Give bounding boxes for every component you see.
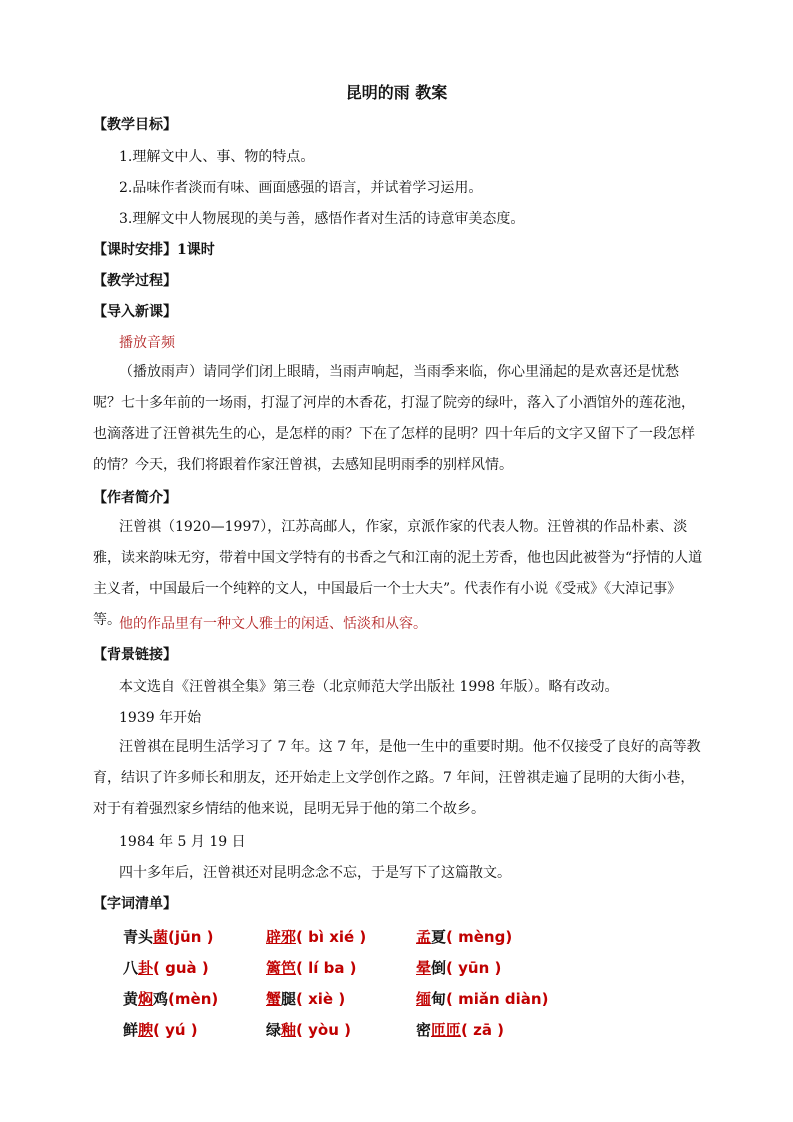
source-note: 本文选自《汪曾祺全集》第三卷（北京师范大学出版社 1998 年版）。略有改动。	[119, 679, 619, 695]
author-heading: 【作者简介】	[93, 490, 177, 506]
intro-heading: 【导入新课】	[93, 304, 177, 320]
vocab-entry: 孟夏( mèng)	[416, 928, 513, 946]
intro-paragraph: （播放雨声）请同学们闭上眼睛，当雨声响起，当雨季来临，你心里涌起的是欢喜还是忧愁呢？七十多年前的一场雨，打湿了河岸的木香花，打湿了院旁的绿叶，落入了小酒馆外的莲花池，也滴落进了汪曾祺先生的心，是怎样的雨？下在了怎样的昆明？四十年后的文字又留下了一段怎样的情？今天，我们将跟着作家汪曾祺，去感知昆明雨季的别样风情。	[93, 364, 695, 473]
page-title: 昆明的雨 教案	[345, 83, 448, 102]
schedule-heading: 【课时安排】1课时	[93, 242, 215, 258]
objectives-heading: 【教学目标】	[93, 117, 177, 133]
process-heading: 【教学过程】	[93, 273, 177, 289]
vocab-heading: 【字词清单】	[93, 896, 177, 912]
objective-item: 3.理解文中人物展现的美与善，感悟作者对生活的诗意审美态度。	[119, 211, 525, 227]
author-paragraph: 汪曾祺（1920—1997），江苏高邮人，作家，京派作家的代表人物。汪曾祺的作品朴素、淡雅，读来韵味无穷，带着中国文学特有的书香之气和江南的泥土芳香，他也因此被誉为“抒情的人道主义者，中国最后一个纯粹的文人，中国最后一个士大夫”。代表作有小说《受戒》《大淖记事》等。	[93, 519, 703, 628]
vocab-entry: 晕倒( yūn )	[416, 959, 502, 977]
vocab-entry: 八卦( guà )	[123, 959, 209, 977]
vocab-entry: 鲜腴( yú )	[123, 1021, 198, 1039]
background-heading: 【背景链接】	[93, 647, 177, 663]
vocab-entry: 蟹腿( xiè )	[266, 990, 346, 1008]
date-label: 1939 年开始	[119, 710, 202, 726]
objective-item: 1.理解文中人、事、物的特点。	[119, 149, 315, 165]
vocab-entry: 黄焖鸡(mèn)	[123, 990, 219, 1008]
vocab-entry: 密匝匝( zā )	[416, 1021, 505, 1039]
background-closing: 四十多年后，汪曾祺还对昆明念念不忘，于是写下了这篇散文。	[119, 865, 511, 881]
objective-item: 2.品味作者淡而有味、画面感强的语言，并试着学习运用。	[119, 180, 483, 196]
vocab-entry: 辟邪( bì xié )	[266, 928, 367, 946]
vocab-entry: 青头菌(jūn )	[123, 928, 214, 946]
date-label: 1984 年 5 月 19 日	[119, 834, 246, 850]
play-audio-note: 播放音频	[119, 335, 175, 351]
author-note: 他的作品里有一种文人雅士的闲适、恬淡和从容。	[119, 616, 427, 632]
background-paragraph: 汪曾祺在昆明生活学习了 7 年。这 7 年，是他一生中的重要时期。他不仅接受了良好的高等教育，结识了许多师长和朋友，还开始走上文学创作之路。7 年间，汪曾祺走遍了昆明的大街小巷，对于有着强烈家乡情结的他来说，昆明无异于他的第二个故乡。	[93, 739, 701, 817]
vocab-entry: 篱笆( lí ba )	[266, 959, 357, 977]
vocab-entry: 绿釉( yòu )	[266, 1021, 351, 1039]
vocab-entry: 缅甸( miǎn diàn)	[416, 990, 549, 1008]
